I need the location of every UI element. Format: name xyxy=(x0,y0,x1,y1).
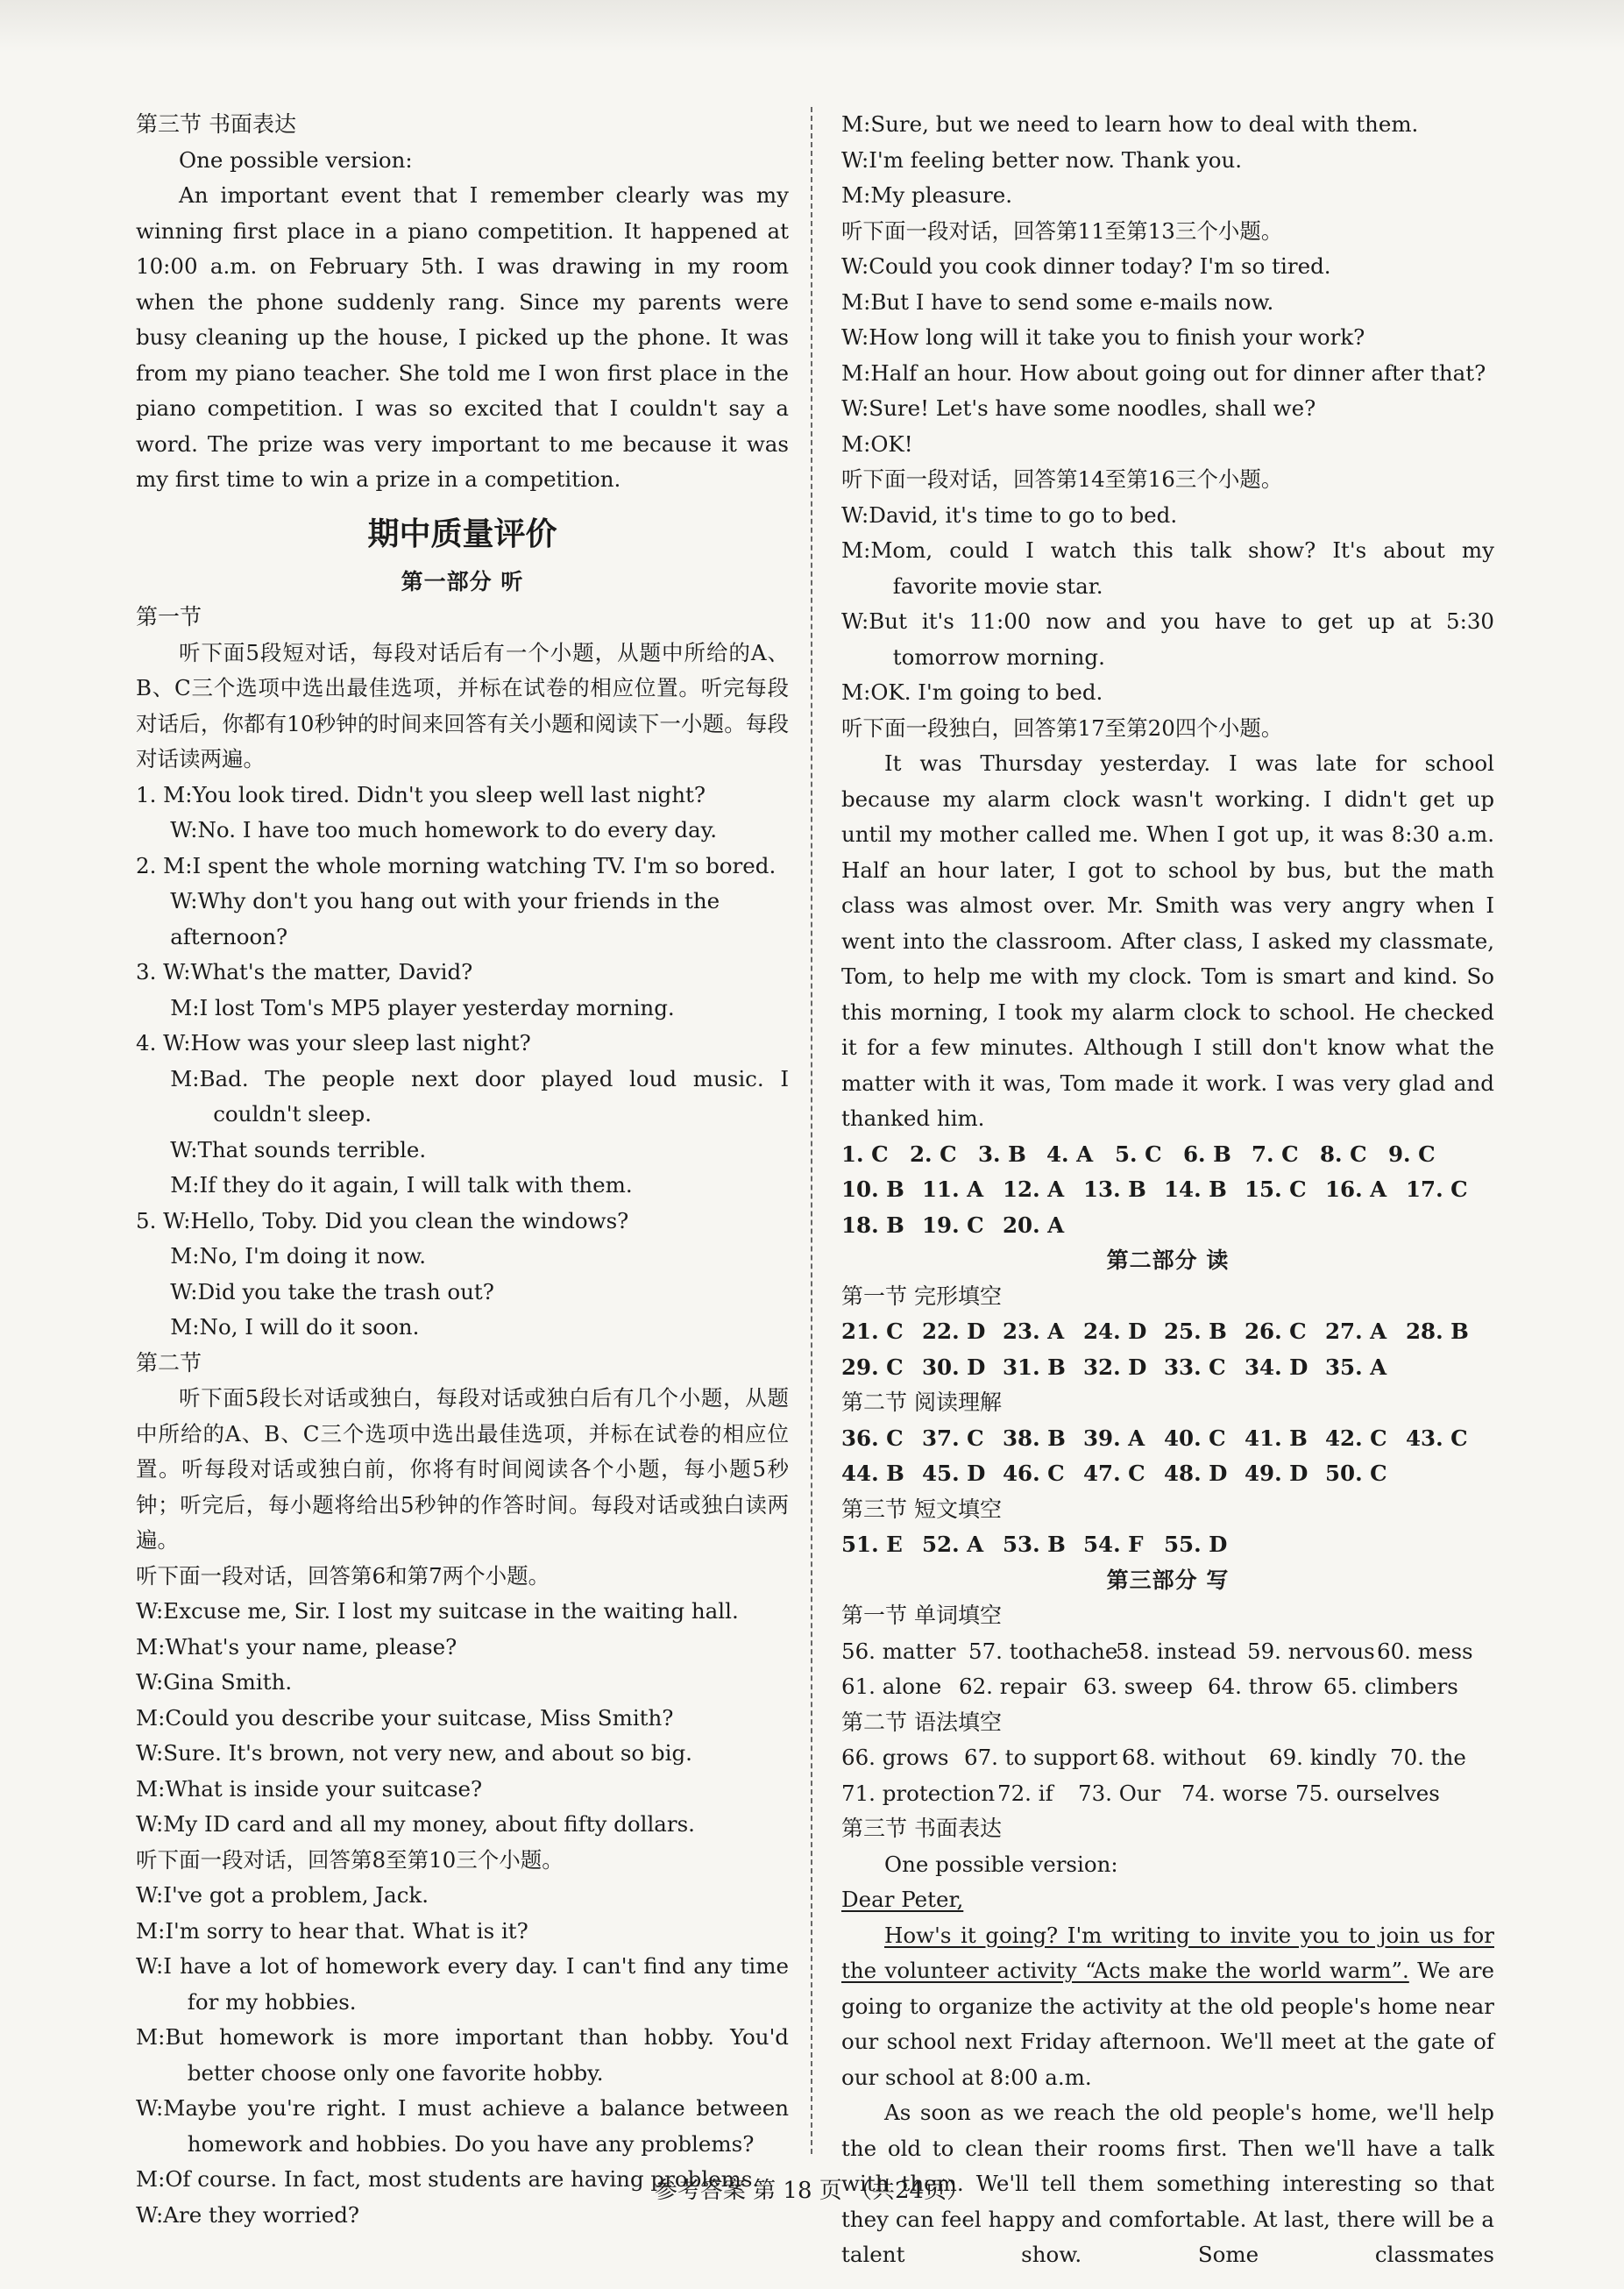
dialogue-2-continued xyxy=(841,107,1494,214)
part-title-writing: 第三部分 写 xyxy=(1106,1567,1230,1593)
answer-item: 22. D xyxy=(922,1319,986,1344)
section-heading: 第二节 阅读理解 xyxy=(841,1390,1002,1415)
answer-item: 3. B xyxy=(978,1141,1026,1167)
answer-item: 57. toothache xyxy=(968,1638,1118,1664)
answer-item: 5. C xyxy=(1115,1141,1162,1167)
letter-paragraph-1-rest: We are going to organize the activity at the old people's home near our school next Friday afternoon. We'll meet at the gate of our school at 8:00 a.m. xyxy=(841,1958,1494,2090)
answer-item: 27. A xyxy=(1325,1319,1387,1344)
dialogue-line: W:Sure! Let's have some noodles, shall we? xyxy=(841,395,1316,421)
dialogue-line: W:Are they worried? xyxy=(136,2201,360,2228)
section-heading: 第二节 xyxy=(136,1349,202,1376)
dialogue-line: M:What is inside your suitcase? xyxy=(136,1775,483,1802)
dialogue-line: M:Sure, but we need to learn how to deal with them. xyxy=(841,111,1419,137)
answer-item: 35. A xyxy=(1325,1354,1387,1380)
answer-item: 42. C xyxy=(1325,1425,1387,1451)
dialogue-line: W:I have a lot of homework every day. I can't find any time for my hobbies. xyxy=(136,1953,789,2015)
dialogue-line: M:My pleasure. xyxy=(841,182,1013,208)
dialogue-intro: 听下面一段对话，回答第11至第13三个小题。 xyxy=(841,217,1283,244)
dialogue-line: 5. W:Hello, Toby. Did you clean the windows? xyxy=(136,1207,629,1233)
page-footer: 参考答案 第 18 页 （共24页） xyxy=(654,2178,970,2204)
answer-item: 20. A xyxy=(1003,1212,1065,1238)
dialogue-line: M:What's your name, please? xyxy=(136,1633,457,1660)
dialogue-line: W:Gina Smith. xyxy=(136,1669,293,1695)
answer-item: 47. C xyxy=(1083,1461,1145,1486)
dialogue-line: M:But I have to send some e-mails now. xyxy=(841,288,1274,315)
answer-row xyxy=(841,1456,1494,1492)
answer-item: 31. B xyxy=(1003,1354,1066,1380)
answer-item: 30. D xyxy=(922,1354,986,1380)
dialogue-line: M:Mom, could I watch this talk show? It's about my favorite movie star. xyxy=(841,537,1494,599)
answer-item: 45. D xyxy=(922,1461,986,1486)
dialogue-line: M:If they do it again, I will talk with them. xyxy=(170,1172,633,1198)
answer-item: 18. B xyxy=(841,1212,904,1238)
answer-item: 43. C xyxy=(1406,1425,1468,1451)
answer-item: 6. B xyxy=(1183,1141,1231,1167)
answer-item: 72. if xyxy=(997,1780,1053,1806)
answer-item: 23. A xyxy=(1003,1319,1065,1344)
answer-item: 37. C xyxy=(922,1425,984,1451)
dialogue-line: M:OK. I'm going to bed. xyxy=(841,679,1103,705)
answer-item: 65. climbers xyxy=(1323,1674,1458,1699)
question-4 xyxy=(136,1026,789,1204)
answer-item: 61. alone xyxy=(841,1674,942,1699)
answer-item: 48. D xyxy=(1164,1461,1228,1486)
monologue-intro: 听下面一段独白，回答第17至第20四个小题。 xyxy=(841,714,1283,741)
dialogue-intro: 听下面一段对话，回答第8至第10三个小题。 xyxy=(136,1846,564,1873)
dialogue-line: W:Why don't you hang out with your friends in the afternoon? xyxy=(170,888,720,949)
answer-item: 19. C xyxy=(922,1212,984,1238)
answer-item: 33. C xyxy=(1164,1354,1226,1380)
letter-paragraph-1 xyxy=(841,1918,1494,2096)
instructions: 听下面5段长对话或独白，每段对话或独白后有几个小题，从题中所给的A、B、C三个选项中选出最佳选项，并标在试卷的相应位置。听每段对话或独白前，你将有时间阅读各个小题，每小题5秒钟；听完后，每小题将给出5秒钟的作答时间。每段对话或独白读两遍。 xyxy=(136,1385,789,1553)
column-divider xyxy=(811,107,812,2154)
answer-item: 16. A xyxy=(1325,1176,1387,1202)
answer-item: 26. C xyxy=(1245,1319,1307,1344)
dialogue-line: 3. W:What's the matter, David? xyxy=(136,959,473,985)
dialogue-line: W:Could you cook dinner today? I'm so tired. xyxy=(841,253,1331,279)
answer-item: 46. C xyxy=(1003,1461,1065,1486)
answer-item: 17. C xyxy=(1406,1176,1468,1202)
dialogue-1 xyxy=(136,1594,789,1843)
answer-item: 58. instead xyxy=(1116,1638,1237,1664)
dialogue-line: M:No, I will do it soon. xyxy=(170,1314,420,1340)
answer-item: 15. C xyxy=(1245,1176,1307,1202)
answer-item: 50. C xyxy=(1325,1461,1387,1486)
grammar-answers xyxy=(841,1740,1494,1811)
section-heading: 第三节 书面表达 xyxy=(136,111,296,137)
answer-item: 54. F xyxy=(1083,1532,1144,1557)
question-5 xyxy=(136,1204,789,1346)
dialogue-line: M:Could you describe your suitcase, Miss Smith? xyxy=(136,1704,674,1731)
left-column xyxy=(136,107,789,2233)
dialogue-line: M:Of course. In fact, most students are having problems. xyxy=(136,2166,760,2192)
dialogue-line: W:Maybe you're right. I must achieve a balance between homework and hobbies. Do you have any problems? xyxy=(136,2095,789,2157)
dialogue-line: W:That sounds terrible. xyxy=(170,1136,427,1162)
letter-greeting-text: Dear Peter, xyxy=(841,1887,964,1912)
part-title-listening: 第一部分 听 xyxy=(401,568,524,594)
dialogue-intro: 听下面一段对话，回答第14至第16三个小题。 xyxy=(841,466,1283,492)
answer-item: 32. D xyxy=(1083,1354,1147,1380)
answer-item: 13. B xyxy=(1083,1176,1146,1202)
answer-item: 53. B xyxy=(1003,1532,1066,1557)
version-label: One possible version: xyxy=(884,1851,1118,1877)
answer-row xyxy=(841,1350,1494,1386)
answer-item: 34. D xyxy=(1245,1354,1308,1380)
answer-item: 7. C xyxy=(1252,1141,1299,1167)
dialogue-line: W:But it's 11:00 now and you have to get up at 5:30 tomorrow morning. xyxy=(841,608,1494,670)
answer-item: 36. C xyxy=(841,1425,904,1451)
answer-item: 2. C xyxy=(910,1141,957,1167)
monologue-text: It was Thursday yesterday. I was late for school because my alarm clock wasn't working. I didn't get up until my mother called me. When I got up, it was 8:30 a.m. Half an hour later, I got to school by bus, but the math class was almost over. Mr. Smith was very angry when I went into the classroom. After class, I asked my classmate, Tom, to help me with my clock. Tom is smart and kind. So this morning, I took my alarm clock to school. He checked it for a few minutes. Although I still don't know what the matter with it was, Tom made it work. I was very glad and thanked him. xyxy=(841,750,1494,1131)
answer-item: 21. C xyxy=(841,1319,904,1344)
dialogue-line: W:I'm feeling better now. Thank you. xyxy=(841,146,1243,173)
letter-paragraph-2: As soon as we reach the old people's home, we'll help the old to clean their rooms first. Then we'll have a talk with them. We'll tell them something interesting so that they can feel happy and comfortable. At last, there will be a talent show. Some classmates xyxy=(841,2100,1494,2267)
answer-item: 55. D xyxy=(1164,1532,1228,1557)
answer-item: 71. protection xyxy=(841,1780,996,1806)
section-heading: 第一节 完形填空 xyxy=(841,1283,1002,1309)
answer-row xyxy=(841,1172,1494,1208)
listening-answers xyxy=(841,1137,1494,1244)
word-answers xyxy=(841,1634,1494,1705)
answer-item: 74. worse xyxy=(1181,1780,1288,1806)
answer-item: 41. B xyxy=(1245,1425,1308,1451)
letter-greeting xyxy=(841,1882,1494,1918)
dialogue-line: W:Sure. It's brown, not very new, and about so big. xyxy=(136,1740,692,1766)
answer-row xyxy=(841,1669,1494,1705)
dialogue-line: W:My ID card and all my money, about fifty dollars. xyxy=(136,1811,695,1837)
answer-item: 69. kindly xyxy=(1269,1745,1377,1770)
answer-item: 14. B xyxy=(1164,1176,1227,1202)
answer-item: 68. without xyxy=(1122,1745,1246,1770)
dialogue-line: W:No. I have too much homework to do every day. xyxy=(170,817,718,842)
gap-fill-answers xyxy=(841,1527,1494,1563)
letter-underlined-sentence: How's it going? I'm writing to invite you to join us for the volunteer activity “Acts make the world warm”. xyxy=(841,1922,1494,1983)
answer-item: 44. B xyxy=(841,1461,904,1486)
dialogue-line: 1. M:You look tired. Didn't you sleep well last night? xyxy=(136,781,706,807)
dialogue-line: M:I lost Tom's MP5 player yesterday morning. xyxy=(170,994,675,1020)
answer-item: 67. to support xyxy=(964,1745,1118,1770)
dialogue-intro: 听下面一段对话，回答第6和第7两个小题。 xyxy=(136,1562,550,1589)
answer-row xyxy=(841,1421,1494,1457)
answer-item: 64. throw xyxy=(1208,1674,1313,1699)
section-heading: 第一节 单词填空 xyxy=(841,1603,1002,1628)
dialogue-line: M:I'm sorry to hear that. What is it? xyxy=(136,1917,528,1944)
question-1 xyxy=(136,778,789,849)
answer-item: 56. matter xyxy=(841,1638,956,1664)
answer-item: 59. nervous xyxy=(1247,1638,1375,1664)
answer-item: 4. A xyxy=(1046,1141,1094,1167)
section-heading: 第三节 短文填空 xyxy=(841,1496,1002,1522)
answer-item: 29. C xyxy=(841,1354,904,1380)
answer-item: 28. B xyxy=(1406,1319,1469,1344)
answer-item: 40. C xyxy=(1164,1425,1226,1451)
dialogue-line: M:OK! xyxy=(841,430,913,457)
answer-item: 25. B xyxy=(1164,1319,1227,1344)
exam-title: 期中质量评价 xyxy=(367,515,557,552)
cloze-answers xyxy=(841,1314,1494,1385)
section-heading: 第三节 书面表达 xyxy=(841,1816,1002,1841)
page-top-shade xyxy=(0,0,1624,53)
dialogue-line: M:Bad. The people next door played loud music. I couldn't sleep. xyxy=(170,1065,789,1127)
dialogue-line: M:Half an hour. How about going out for dinner after that? xyxy=(841,359,1486,386)
right-column xyxy=(841,107,1494,2273)
section-heading: 第一节 xyxy=(136,604,202,629)
answer-item: 24. D xyxy=(1083,1319,1147,1344)
answer-item: 75. ourselves xyxy=(1295,1780,1440,1806)
question-3 xyxy=(136,955,789,1026)
answer-item: 62. repair xyxy=(959,1674,1067,1699)
question-2 xyxy=(136,849,789,956)
dialogue-line: M:But homework is more important than hobby. You'd better choose only one favorite hobby. xyxy=(136,2024,789,2086)
dialogue-line: W:Excuse me, Sir. I lost my suitcase in the waiting hall. xyxy=(136,1598,739,1624)
answer-item: 52. A xyxy=(922,1532,984,1557)
answer-row xyxy=(841,1740,1494,1776)
answer-item: 66. grows xyxy=(841,1745,949,1770)
answer-row xyxy=(841,1314,1494,1350)
reading-answers xyxy=(841,1421,1494,1492)
answer-item: 49. D xyxy=(1245,1461,1308,1486)
answer-item: 1. C xyxy=(841,1141,889,1167)
answer-item: 38. B xyxy=(1003,1425,1066,1451)
essay-text: An important event that I remember clearly was my winning first place in a piano competition. It happened at 10:00 a.m. on February 5th. I was drawing in my room when the phone suddenly rang. Since my parents were busy cleaning up the house, I picked up the phone. It was from my piano teacher. She told me I won first place in the piano competition. I was so excited that I couldn't say a word. The prize was very important to me because it was my first time to win a prize in a competition. xyxy=(136,182,789,492)
answer-row xyxy=(841,1776,1494,1812)
dialogue-line: W:David, it's time to go to bed. xyxy=(841,501,1178,528)
answer-item: 63. sweep xyxy=(1083,1674,1193,1699)
answer-item: 73. Our xyxy=(1078,1780,1161,1806)
answer-item: 8. C xyxy=(1320,1141,1367,1167)
dialogue-line: M:No, I'm doing it now. xyxy=(170,1243,427,1269)
answer-item: 39. A xyxy=(1083,1425,1145,1451)
dialogue-3 xyxy=(841,249,1494,462)
answer-item: 60. mess xyxy=(1377,1638,1473,1664)
part-title-reading: 第二部分 读 xyxy=(1106,1248,1230,1273)
dialogue-4 xyxy=(841,498,1494,711)
answer-row xyxy=(841,1208,1494,1244)
dialogue-line: W:Did you take the trash out? xyxy=(170,1278,494,1304)
answer-row xyxy=(841,1137,1494,1173)
answer-item: 12. A xyxy=(1003,1176,1065,1202)
answer-item: 9. C xyxy=(1388,1141,1436,1167)
answer-item: 70. the xyxy=(1390,1745,1466,1770)
answer-item: 51. E xyxy=(841,1532,903,1557)
answer-item: 11. A xyxy=(922,1176,984,1202)
instructions: 听下面5段短对话，每段对话后有一个小题，从题中所给的A、B、C三个选项中选出最佳选项，并标在试卷的相应位置。听完每段对话后，你都有10秒钟的时间来回答有关小题和阅读下一小题。每段对话读两遍。 xyxy=(136,639,789,771)
section-heading: 第二节 语法填空 xyxy=(841,1709,1002,1735)
dialogue-line: 2. M:I spent the whole morning watching TV. I'm so bored. xyxy=(136,852,777,878)
version-label: One possible version: xyxy=(179,146,413,173)
dialogue-line: W:How long will it take you to finish your work? xyxy=(841,324,1365,350)
dialogue-line: 4. W:How was your sleep last night? xyxy=(136,1030,531,1056)
answer-row xyxy=(841,1634,1494,1670)
dialogue-line: W:I've got a problem, Jack. xyxy=(136,1882,429,1908)
answer-item: 10. B xyxy=(841,1176,904,1202)
